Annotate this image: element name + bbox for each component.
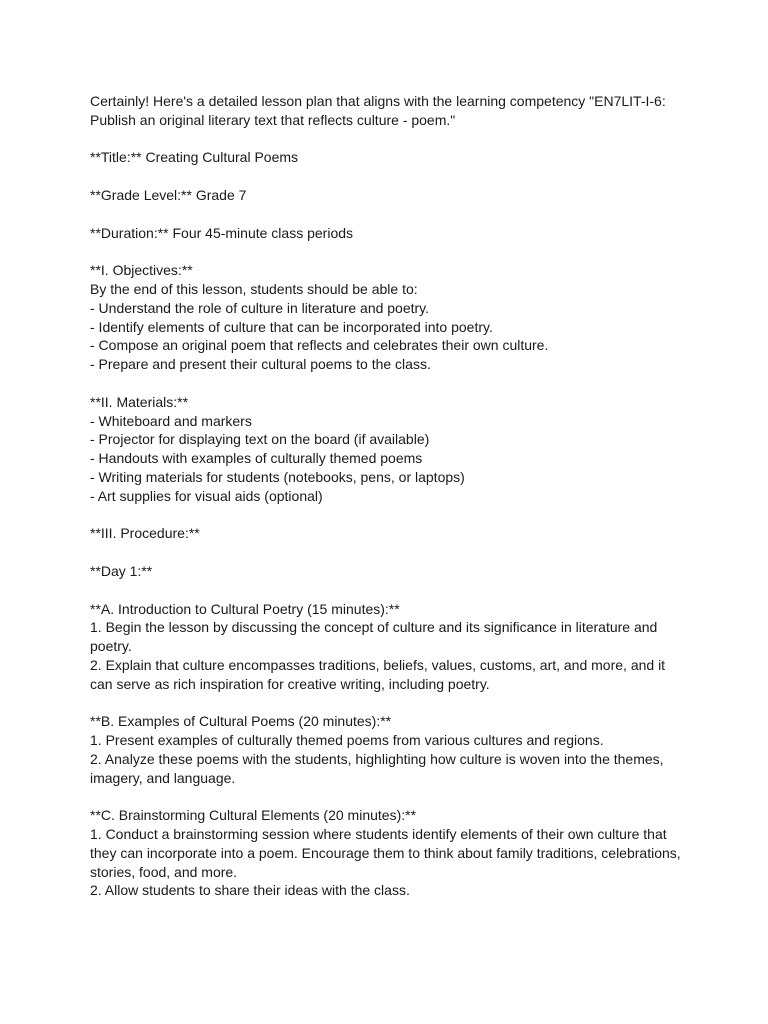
objectives-heading: **I. Objectives:** (90, 262, 193, 279)
objectives-section (90, 261, 690, 374)
section-b-line: 2. Analyze these poems with the students, highlighting how culture is woven into the themes, (90, 750, 664, 767)
material-item: - Projector for displaying text on the board (if available) (90, 431, 430, 448)
section-c-line: they can incorporate into a poem. Encourage them to think about family traditions, celebrations, (90, 844, 681, 861)
materials-section (90, 393, 690, 506)
material-item: - Whiteboard and markers (90, 412, 252, 429)
material-item: - Handouts with examples of culturally themed poems (90, 450, 423, 467)
procedure-heading-line (90, 524, 690, 543)
section-c-line: stories, food, and more. (90, 863, 238, 880)
grade-level-line (90, 186, 690, 205)
grade-level-text: **Grade Level:** Grade 7 (90, 186, 247, 203)
objective-item: - Identify elements of culture that can be incorporated into poetry. (90, 318, 493, 335)
section-a-line: can serve as rich inspiration for creative writing, including poetry. (90, 675, 490, 692)
objectives-lead: By the end of this lesson, students should be able to: (90, 280, 418, 297)
intro-paragraph (90, 92, 690, 130)
section-c (90, 806, 690, 900)
section-c-line: 2. Allow students to share their ideas with the class. (90, 882, 410, 899)
objective-item: - Compose an original poem that reflects and celebrates their own culture. (90, 337, 549, 354)
title-text: **Title:** Creating Cultural Poems (90, 149, 299, 166)
intro-line: Certainly! Here's a detailed lesson plan that aligns with the learning competency "EN7LIT-I-6: (90, 93, 666, 109)
day1-heading-line (90, 562, 690, 581)
procedure-heading: **III. Procedure:** (90, 525, 200, 542)
duration-text: **Duration:** Four 45-minute class periods (90, 224, 354, 241)
section-a-line: poetry. (90, 638, 132, 655)
objective-item: - Understand the role of culture in literature and poetry. (90, 299, 430, 316)
objective-item: - Prepare and present their cultural poems to the class. (90, 356, 431, 373)
section-b-heading: **B. Examples of Cultural Poems (20 minutes):** (90, 713, 392, 730)
day1-heading: **Day 1:** (90, 562, 153, 579)
material-item: - Art supplies for visual aids (optional) (90, 487, 323, 504)
section-a-heading: **A. Introduction to Cultural Poetry (15 minutes):** (90, 600, 400, 617)
section-b-line: 1. Present examples of culturally themed poems from various cultures and regions. (90, 732, 604, 749)
section-a-line: 1. Begin the lesson by discussing the concept of culture and its significance in literature and (90, 619, 658, 636)
material-item: - Writing materials for students (notebooks, pens, or laptops) (90, 468, 465, 485)
section-a (90, 600, 690, 694)
title-line (90, 148, 690, 167)
materials-heading: **II. Materials:** (90, 393, 189, 410)
section-c-line: 1. Conduct a brainstorming session where students identify elements of their own culture that (90, 826, 667, 843)
duration-line (90, 224, 690, 243)
section-b-line: imagery, and language. (90, 769, 236, 786)
intro-line: Publish an original literary text that reflects culture - poem." (90, 111, 456, 128)
section-c-heading: **C. Brainstorming Cultural Elements (20 minutes):** (90, 807, 417, 824)
section-a-line: 2. Explain that culture encompasses traditions, beliefs, values, customs, art, and more, and it (90, 656, 666, 673)
section-b (90, 712, 690, 787)
document-page (90, 92, 690, 919)
